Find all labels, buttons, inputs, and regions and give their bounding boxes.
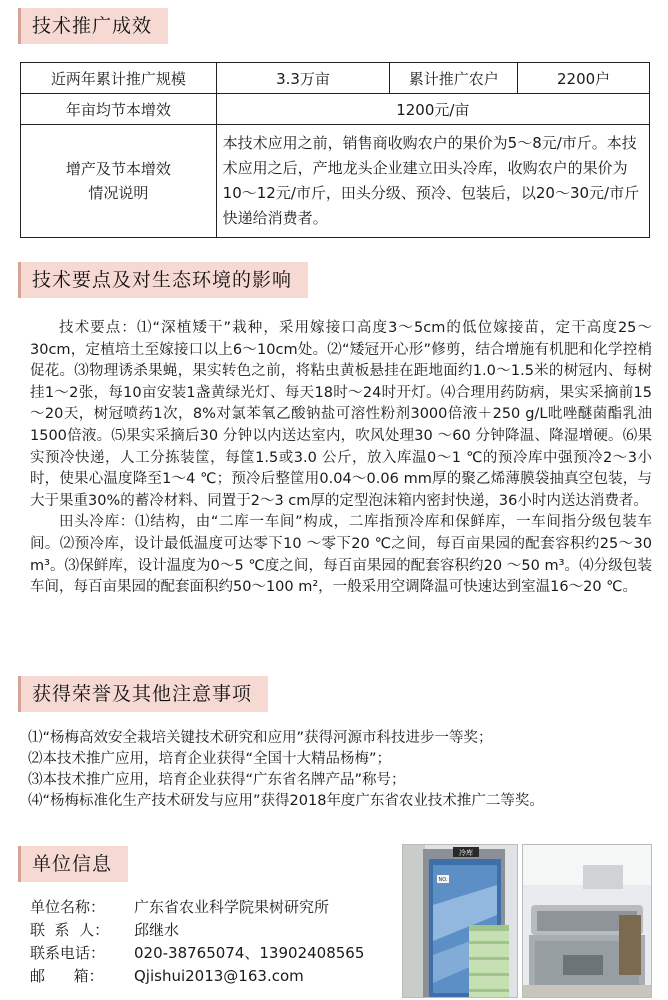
photo-cold-storage — [402, 844, 518, 998]
section-accent-bar — [18, 8, 21, 44]
unit-name-row — [30, 896, 364, 919]
email-value: Qjishui2013@163.com — [134, 967, 304, 985]
table-row — [21, 63, 650, 94]
key-points-body — [30, 318, 652, 599]
table-row — [21, 125, 650, 238]
section-accent-bar — [18, 262, 21, 298]
section-accent-bar — [18, 846, 21, 882]
desc-text: 本技术应用之前，销售商收购农户的果价为5～8元/市斤。本技术应用之后，产地龙头企业建立田头冷库，收购农户的果价为10～12元/市斤，田头分级、预冷、包装后，以20～30元/市斤快递给消费者。 — [216, 125, 649, 238]
honors-list — [28, 728, 658, 812]
benefit-value: 1200元/亩 — [216, 94, 649, 125]
promotion-stats-table — [20, 62, 650, 238]
table-row — [21, 94, 650, 125]
packing-machine-illustration — [523, 845, 651, 997]
key-points-paragraph-1: 技术要点：⑴“深植矮干”栽种，采用嫁接口高度3～5cm的低位嫁接苗，定干高度25～30cm，定植培土至嫁接口以上6～10cm处。⑵“矮冠开心形”修剪，结合增施有机肥和化学控梢促花。⑶物理诱杀果蝇，果实转色之前，将粘虫黄板悬挂在距地面约1.0～1.5米的树冠内、每树挂1～2张，每10亩安装1盏黄绿光灯、每天18时～24时开灯。⑷合理用药防病，果实采摘前15～20天，树冠喷药1次，8%对氯苯氧乙酸钠盐可溶性粉剂3000倍液＋250 g/L吡唑醚菌酯乳油1500倍液。⑸果实采摘后30 分钟以内送达室内，吹风处理30 ～60 分钟降温、降湿增硬。⑹果实预冷快递，人工分拣装筐，每筐1.5或3.0 公斤，放入库温0～1 ℃的预冷库中强预冷2～3小时，使果心温度降至1～4 ℃；预冷后整筐用0.04～0.06 mm厚的聚乙烯薄膜袋抽真空包装，与大于果重30%的蓄冷材料、同置于2～3 cm厚的定型泡沫箱内密封快递，36小时内送达消费者。 — [30, 320, 652, 509]
cold-storage-illustration — [403, 845, 517, 997]
section-header-key-points — [18, 262, 308, 298]
photo-packing-machine — [522, 844, 652, 998]
unit-name-label: 单位名称： — [30, 898, 106, 916]
cold-storage-sign: 冷库 — [459, 849, 473, 857]
phone-row — [30, 942, 364, 965]
scale-label: 近两年累计推广规模 — [21, 63, 217, 94]
phone-label: 联系电话： — [30, 944, 106, 962]
list-item: ⑷“杨梅标准化生产技术研发与应用”获得2018年度广东省农业技术推广二等奖。 — [28, 793, 544, 809]
list-item: ⑵本技术推广应用，培育企业获得“全国十大精品杨梅”； — [28, 751, 392, 767]
section-header-promotion — [18, 8, 168, 44]
contact-row — [30, 919, 364, 942]
section-header-unit — [18, 846, 128, 882]
contact-value: 邱继水 — [134, 921, 180, 939]
scale-value: 3.3万亩 — [216, 63, 390, 94]
contact-label: 联 系 人： — [30, 921, 110, 939]
key-points-paragraph-2: 田头冷库：⑴结构，由“二库一车间”构成，二库指预冷库和保鲜库，一车间指分级包装车间。⑵预冷库，设计最低温度可达零下10 ～零下20 ℃之间，每百亩果园的配套容积约25～30 m³。⑶保鲜库，设计温度为0～5 ℃度之间，每百亩果园的配套容积约20 ～50 m³。⑷分级包装车间，每百亩果园的配套面积约50～100 m²，一般采用空调降温可快速达到室温16～20 ℃。 — [30, 514, 652, 596]
phone-value: 020-38765074、13902408565 — [134, 944, 365, 962]
section-title: 技术推广成效 — [32, 15, 153, 37]
benefit-label: 年亩均节本增效 — [21, 94, 217, 125]
section-accent-bar — [18, 676, 21, 712]
section-title: 技术要点及对生态环境的影响 — [32, 269, 293, 291]
desc-label — [21, 125, 217, 238]
desc-label-line2: 情况说明 — [88, 184, 149, 202]
farmers-label: 累计推广农户 — [390, 63, 518, 94]
email-label: 邮 箱： — [30, 967, 104, 985]
unit-info — [30, 896, 364, 988]
section-title: 获得荣誉及其他注意事项 — [32, 683, 253, 705]
section-header-honors — [18, 676, 268, 712]
section-title: 单位信息 — [32, 853, 113, 875]
cold-storage-panel-label: NO. — [438, 877, 448, 883]
list-item: ⑶本技术推广应用，培育企业获得“广东省名牌产品”称号； — [28, 772, 406, 788]
email-row — [30, 965, 364, 988]
list-item: ⑴“杨梅高效安全栽培关键技术研究和应用”获得河源市科技进步一等奖； — [28, 730, 493, 746]
unit-name-value: 广东省农业科学院果树研究所 — [134, 898, 330, 916]
farmers-value: 2200户 — [518, 63, 650, 94]
desc-label-line1: 增产及节本增效 — [65, 160, 171, 178]
